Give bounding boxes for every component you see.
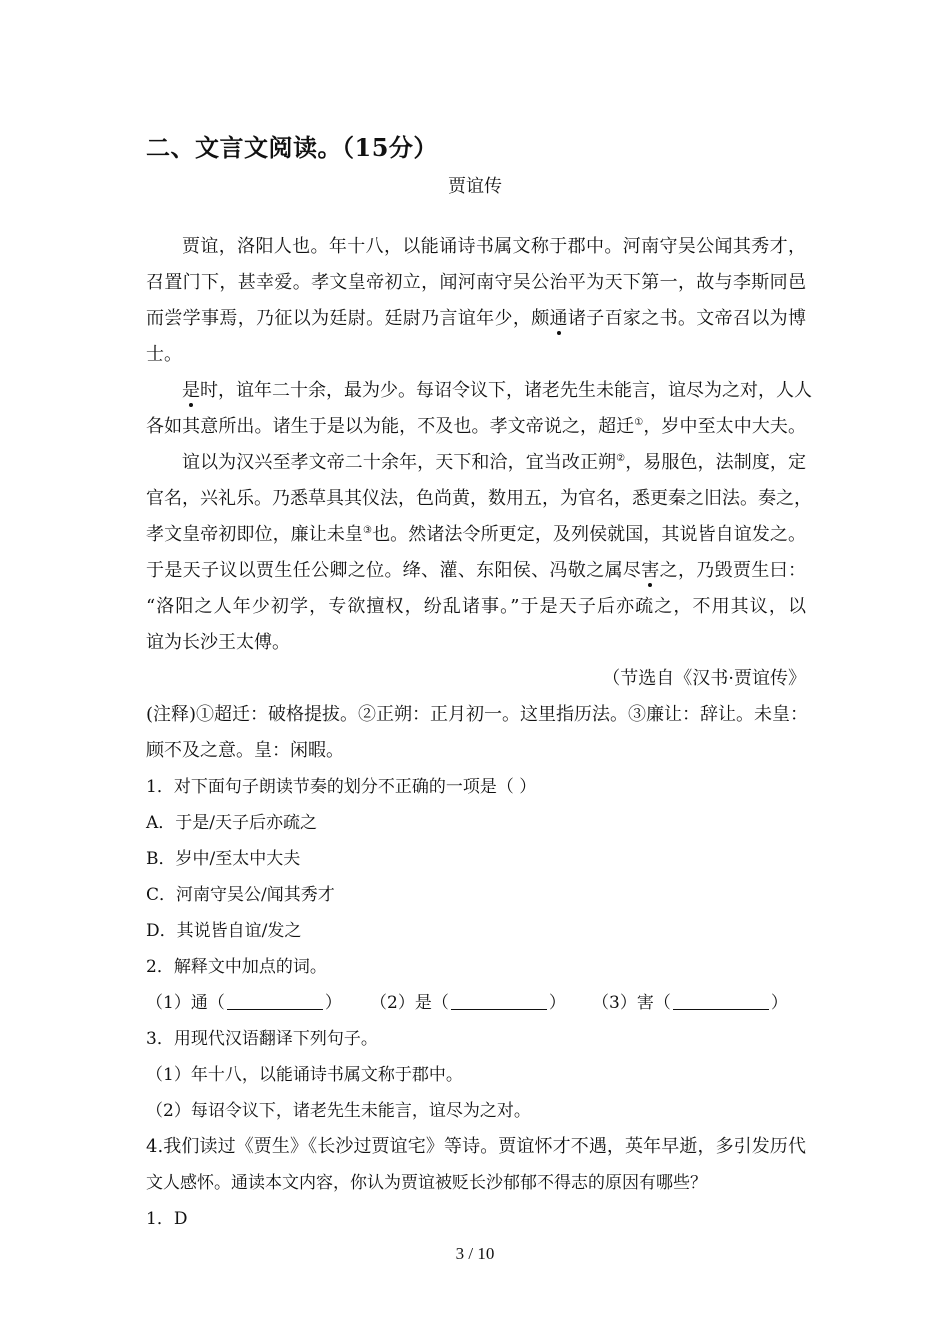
passage-text: ，岁中至太中大夫。 bbox=[643, 416, 807, 437]
option-a: A．于是/天子后亦疏之 bbox=[146, 813, 318, 833]
answer-1: 1．D bbox=[146, 1209, 188, 1229]
blank-item bbox=[370, 988, 566, 1013]
passage-text: 而尝学事焉，乃征以为廷尉。廷尉乃言谊年少，颇 bbox=[146, 308, 550, 329]
dotted-word: 通 bbox=[550, 304, 568, 330]
question-4-line: 文人感怀。通读本文内容，你认为贾谊被贬长沙郁郁不得志的原因有哪些？ bbox=[146, 1173, 707, 1193]
question-4-line: 4.我们读过《贾生》《长沙过贾谊宅》等诗。贾谊怀才不遇，英年早逝，多引发历代 bbox=[146, 1136, 806, 1157]
blank-close: ） bbox=[324, 993, 342, 1013]
blank-label: （3）害（ bbox=[592, 993, 671, 1013]
answer-blank[interactable] bbox=[227, 993, 323, 1010]
footnote-marker: ② bbox=[616, 453, 626, 464]
passage-line: 官名，兴礼乐。乃悉草具其仪法，色尚黄，数用五，为官名，悉更秦之旧法。奏之， bbox=[146, 488, 812, 509]
passage-line: “洛阳之人年少初学，专欲擅权，纷乱诸事。”于是天子后亦疏之，不用其议，以 bbox=[146, 596, 806, 617]
footnote-marker: ① bbox=[634, 417, 644, 428]
translate-sentence-1: （1）年十八，以能诵诗书属文称于郡中。 bbox=[146, 1065, 463, 1085]
dotted-word: 害 bbox=[641, 556, 659, 582]
answer-blank[interactable] bbox=[451, 993, 547, 1010]
passage-line: 召置门下，甚幸爱。孝文皇帝初立，闻河南守吴公治平为天下第一，故与李斯同邑 bbox=[146, 272, 806, 293]
blank-close: ） bbox=[770, 993, 788, 1013]
passage-text: 于是天子议以贾生任公卿之位。绛、灌、东阳侯、冯敬之属尽 bbox=[146, 560, 642, 581]
passage-text: 各如其意所出。诸生于是以为能，不及也。孝文帝说之，超迁 bbox=[146, 416, 635, 437]
page-number: 3 / 10 bbox=[455, 1244, 495, 1263]
passage-line bbox=[182, 376, 812, 402]
passage-line bbox=[182, 448, 806, 474]
passage-text: 谊以为汉兴至孝文帝二十余年，天下和洽，宜当改正朔 bbox=[182, 452, 617, 473]
passage-line bbox=[146, 520, 806, 546]
question-3-stem: 3．用现代汉语翻译下列句子。 bbox=[146, 1029, 378, 1049]
passage-text: 诸子百家之书。文帝召以为博 bbox=[567, 308, 807, 329]
passage-text: 时，谊年二十余，最为少。每诏令议下，诸老先生未能言，谊尽为之对，人人 bbox=[200, 380, 812, 401]
blank-close: ） bbox=[548, 993, 566, 1013]
blank-label: （1）通（ bbox=[146, 993, 225, 1013]
question-2-stem: 2．解释文中加点的词。 bbox=[146, 957, 327, 977]
blank-item bbox=[146, 988, 342, 1013]
passage-text: 孝文皇帝初即位，廉让未皇 bbox=[146, 524, 364, 545]
option-c: C．河南守吴公/闻其秀才 bbox=[146, 885, 335, 905]
translate-sentence-2: （2）每诏令议下，诸老先生未能言，谊尽为之对。 bbox=[146, 1101, 531, 1121]
section-heading: 二、文言文阅读。（15分） bbox=[146, 133, 438, 162]
passage-line bbox=[146, 556, 806, 582]
annotation-line: 顾不及之意。皇：闲暇。 bbox=[146, 740, 344, 761]
passage-text: ，易服色，法制度，定 bbox=[625, 452, 807, 473]
annotation-line: (注释)①超迁：破格提拔。②正朔：正月初一。这里指历法。③廉让：辞让。未皇： bbox=[146, 704, 809, 725]
passage-line bbox=[146, 412, 806, 438]
article-title: 贾谊传 bbox=[448, 176, 502, 197]
passage-text: 也。然诸法令所更定，及列侯就国，其说皆自谊发之。 bbox=[372, 524, 807, 545]
option-b: B．岁中/至太中大夫 bbox=[146, 849, 301, 869]
blank-item bbox=[592, 988, 788, 1013]
passage-line bbox=[146, 304, 806, 330]
dotted-word: 是 bbox=[182, 376, 200, 402]
passage-line: 贾谊，洛阳人也。年十八，以能诵诗书属文称于郡中。河南守吴公闻其秀才， bbox=[182, 236, 806, 257]
option-d: D．其说皆自谊/发之 bbox=[146, 921, 302, 941]
footnote-marker: ③ bbox=[363, 525, 373, 536]
answer-blank[interactable] bbox=[673, 993, 769, 1010]
passage-text: 之，乃毁贾生曰： bbox=[659, 560, 807, 581]
passage-line: 谊为长沙王太傅。 bbox=[146, 632, 290, 653]
source-citation: （节选自《汉书·贾谊传》 bbox=[602, 668, 806, 689]
question-1-stem: 1．对下面句子朗读节奏的划分不正确的一项是（ ） bbox=[146, 777, 537, 797]
passage-line: 士。 bbox=[146, 344, 182, 365]
blank-label: （2）是（ bbox=[370, 993, 449, 1013]
